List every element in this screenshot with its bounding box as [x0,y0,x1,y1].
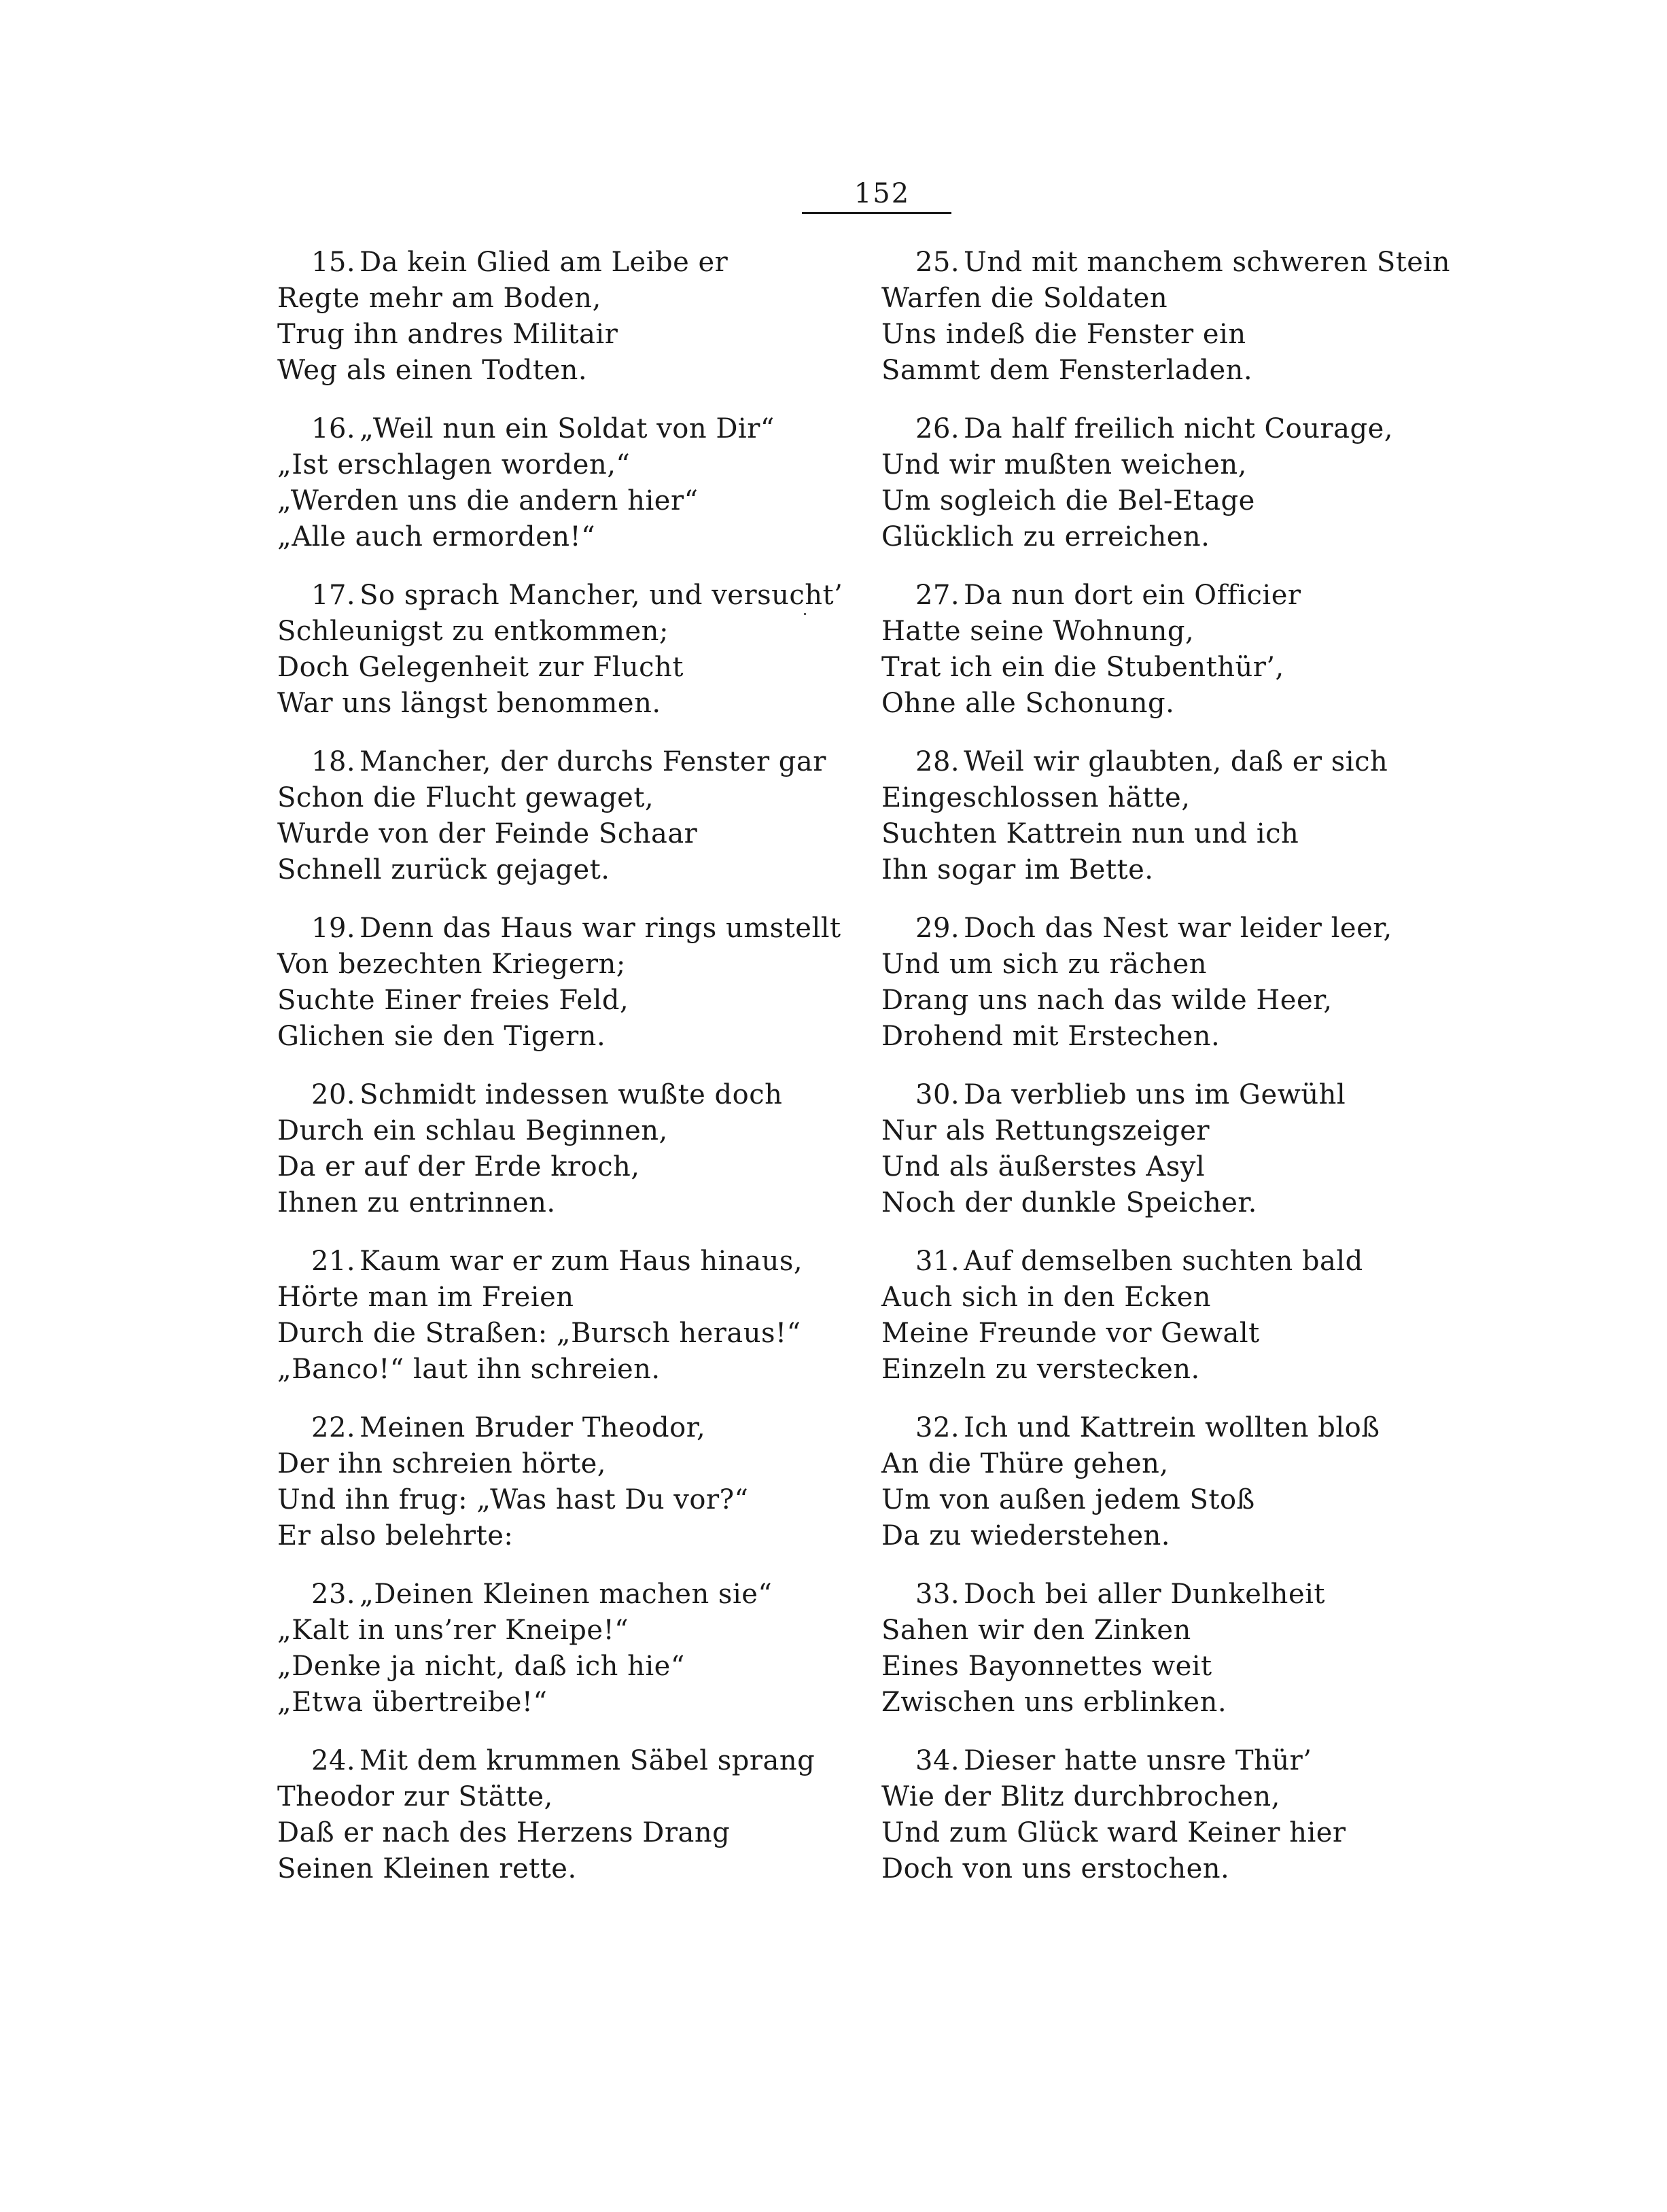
verse-text: Einzeln zu verstecken. [881,1354,1200,1385]
verse-text: Suchten Kattrein nun und ich [881,818,1299,849]
stanza-number: 21. [311,1246,356,1277]
stanza-first-line [881,245,1493,281]
stanza-line [277,1185,889,1221]
stanza-line [881,1149,1493,1185]
verse-text: „Etwa übertreibe!“ [277,1687,548,1718]
verse-text: Durch ein schlau Beginnen, [277,1115,668,1146]
stanza-first-line [881,578,1493,614]
stanza-first-line [277,245,889,281]
verse-text: Doch Gelegenheit zur Flucht [277,652,684,683]
stanza-number: 32. [915,1412,960,1443]
stanza-line [277,852,889,888]
stanza [277,1244,889,1410]
stanza-line [277,1613,889,1649]
verse-text: Ihn sogar im Bette. [881,854,1154,885]
stanza-number: 25. [915,247,960,278]
stanza-first-line [277,1410,889,1446]
stanza-first-line [881,411,1493,447]
verse-text: Seinen Kleinen rette. [277,1853,577,1884]
verse-text: Drohend mit Erstechen. [881,1021,1221,1052]
verse-text: Dieser hatte unsre Thür’ [964,1745,1312,1776]
stanza-first-line [277,411,889,447]
verse-text: Drang uns nach das wilde Heer, [881,985,1333,1016]
verse-text: Denn das Haus war rings umstellt [359,913,841,944]
stanza-first-line [277,911,889,947]
stanza-line [881,1851,1493,1887]
verse-text: Glücklich zu erreichen. [881,521,1210,552]
verse-text: War uns längst benommen. [277,688,661,719]
stanza-number: 17. [311,580,356,611]
stanza-line [881,519,1493,555]
stanza [881,578,1493,744]
verse-text: Da er auf der Erde kroch, [277,1151,640,1182]
verse-text: Eingeschlossen hätte, [881,782,1191,813]
stanza [881,1577,1493,1743]
stanza-line [881,947,1493,983]
stanza [277,578,889,744]
stanza-line [881,353,1493,389]
stanza [881,1244,1493,1410]
verse-text: Da nun dort ein Officier [964,580,1301,611]
verse-text: Noch der dunkle Speicher. [881,1187,1257,1218]
verse-text: Mancher, der durchs Fenster gar [359,746,826,777]
stanza [277,1577,889,1743]
stanza [881,1077,1493,1244]
verse-text: Wurde von der Feinde Schaar [277,818,698,849]
page-number: 152 [854,178,911,209]
stanza-first-line [277,1244,889,1280]
verse-text: Da kein Glied am Leibe er [359,247,729,278]
stanza-first-line [277,1577,889,1613]
verse-text: Der ihn schreien hörte, [277,1448,606,1479]
stanza [277,411,889,578]
stanza-line [881,1316,1493,1352]
stanza-number: 27. [915,580,960,611]
stanza-line [881,780,1493,816]
verse-text: Ich und Kattrein wollten bloß [964,1412,1380,1443]
stanza-number: 18. [311,746,356,777]
verse-text: An die Thüre gehen, [881,1448,1169,1479]
stanza-number: 26. [915,413,960,444]
verse-text: Kaum war er zum Haus hinaus, [359,1246,803,1277]
verse-text: Theodor zur Stätte, [277,1781,553,1812]
stanza-first-line [881,1577,1493,1613]
stanza-line [277,1446,889,1482]
verse-text: Und zum Glück ward Keiner hier [881,1817,1346,1848]
verse-text: Durch die Straßen: „Bursch heraus!“ [277,1318,801,1349]
stanza [881,911,1493,1077]
stanza-first-line [277,578,889,614]
verse-text: Sammt dem Fensterladen. [881,355,1253,386]
stanza-line [881,1815,1493,1851]
stanza-first-line [277,1077,889,1113]
verse-text: Er also belehrte: [277,1520,514,1551]
stanza-first-line [881,1077,1493,1113]
stanza-line [277,816,889,852]
verse-text: Um sogleich die Bel-Etage [881,485,1255,516]
verse-text: Und als äußerstes Asyl [881,1151,1206,1182]
stanza-number: 24. [311,1745,356,1776]
stanza [277,1743,889,1910]
verse-text: Zwischen uns erblinken. [881,1687,1227,1718]
stanza-number: 31. [915,1246,960,1277]
verse-text: Ohne alle Schonung. [881,688,1175,719]
verse-text: Da verblieb uns im Gewühl [964,1079,1346,1110]
verse-text: Schleunigst zu entkommen; [277,616,669,647]
stanza-line [277,1518,889,1554]
verse-text: Trug ihn andres Militair [277,319,618,350]
stanza [277,911,889,1077]
stanza-line [277,947,889,983]
verse-text: Meinen Bruder Theodor, [359,1412,706,1443]
stanza-number: 23. [311,1579,356,1610]
verse-text: Von bezechten Kriegern; [277,949,626,980]
stanza-line [277,1316,889,1352]
verse-text: Mit dem krummen Säbel sprang [359,1745,815,1776]
stanza-line [277,1482,889,1518]
verse-text: Regte mehr am Boden, [277,283,601,314]
stanza [881,411,1493,578]
stanza-number: 29. [915,913,960,944]
stanza-line [881,1685,1493,1721]
verse-text: Auch sich in den Ecken [881,1282,1212,1313]
verse-text: Auf demselben suchten bald [964,1246,1363,1277]
verse-text: Doch das Nest war leider leer, [964,913,1392,944]
stanza-line [277,317,889,353]
verse-text: Hörte man im Freien [277,1282,574,1313]
stanza-first-line [881,911,1493,947]
page-number-rule [802,212,951,214]
verse-text: „Ist erschlagen worden,“ [277,449,631,480]
stanza-line [277,983,889,1019]
stanza [277,1077,889,1244]
stanza-line [277,1149,889,1185]
verse-text: Trat ich ein die Stubenthür’, [881,652,1284,683]
stanza-number: 20. [311,1079,356,1110]
stanza-line [277,1851,889,1887]
stanza-line [881,1482,1493,1518]
verse-text: Und wir mußten weichen, [881,449,1247,480]
verse-text: Schon die Flucht gewaget, [277,782,654,813]
stanza-first-line [881,1244,1493,1280]
verse-text: Wie der Blitz durchbrochen, [881,1781,1280,1812]
verse-text: Hatte seine Wohnung, [881,616,1195,647]
verse-text: „Banco!“ laut ihn schreien. [277,1354,661,1385]
verse-text: „Denke ja nicht, daß ich hie“ [277,1651,685,1682]
verse-text: „Weil nun ein Soldat von Dir“ [359,413,775,444]
stanza-line [277,1685,889,1721]
stanza-line [881,1019,1493,1055]
verse-text: Weg als einen Todten. [277,355,588,386]
verse-text: Schnell zurück gejaget. [277,854,610,885]
stanza-first-line [881,744,1493,780]
stanza-line [277,519,889,555]
stanza-line [881,1446,1493,1482]
verse-text: Und um sich zu rächen [881,949,1208,980]
stanza-line [277,1649,889,1685]
stanza-line [881,852,1493,888]
stanza-line [881,1613,1493,1649]
stanza-first-line [881,1743,1493,1779]
stanza-line [881,1113,1493,1149]
stanza-number: 16. [311,413,356,444]
stanza-line [277,353,889,389]
stanza-line [881,686,1493,722]
verse-text: Ihnen zu entrinnen. [277,1187,556,1218]
stanza-first-line [277,1743,889,1779]
stanza-line [881,281,1493,317]
stanza-number: 22. [311,1412,356,1443]
stanza-first-line [881,1410,1493,1446]
stanza-line [881,1649,1493,1685]
verse-text: Doch von uns erstochen. [881,1853,1230,1884]
verse-text: Um von außen jedem Stoß [881,1484,1255,1515]
verse-text: „Werden uns die andern hier“ [277,485,699,516]
stanza [881,245,1493,411]
stanza [881,744,1493,911]
verse-text: Uns indeß die Fenster ein [881,319,1246,350]
stanza-line [881,447,1493,483]
verse-text: Sahen wir den Zinken [881,1615,1191,1646]
stanza-line [277,1352,889,1388]
verse-text: Glichen sie den Tigern. [277,1021,606,1052]
stanza [881,1743,1493,1910]
stanza-line [277,1019,889,1055]
stanza-line [881,650,1493,686]
stanza-line [881,1185,1493,1221]
stanza [277,744,889,911]
verse-text: Suchte Einer freies Feld, [277,985,629,1016]
verse-text: Da zu wiederstehen. [881,1520,1170,1551]
stanza-line [277,686,889,722]
stanza-line [277,1280,889,1316]
stanza-number: 28. [915,746,960,777]
stanza-line [277,1779,889,1815]
stanza-number: 30. [915,1079,960,1110]
stanza-line [881,1352,1493,1388]
stanza-line [881,483,1493,519]
stanza-line [277,281,889,317]
stanza-line [277,1113,889,1149]
stanza-line [277,447,889,483]
stanza-line [277,483,889,519]
verse-text: Schmidt indessen wußte doch [359,1079,783,1110]
stanza-line [277,780,889,816]
verse-text: „Alle auch ermorden!“ [277,521,596,552]
verse-text: Und ihn frug: „Was hast Du vor?“ [277,1484,749,1515]
stanza-line [881,1518,1493,1554]
stanza-number: 15. [311,247,356,278]
stanza-line [881,1779,1493,1815]
verse-text: Da half freilich nicht Courage, [964,413,1393,444]
verse-text: Meine Freunde vor Gewalt [881,1318,1260,1349]
stanza-line [277,650,889,686]
stanza [881,1410,1493,1577]
right-column [881,245,1493,1910]
stanza-number: 19. [311,913,356,944]
verse-text: Warfen die Soldaten [881,283,1168,314]
stanza [277,245,889,411]
verse-text: Und mit manchem schweren Stein [964,247,1451,278]
verse-text: So sprach Mancher, und versucht’ [359,580,843,611]
left-column [277,245,889,1910]
stanza-line [277,1815,889,1851]
verse-text: „Deinen Kleinen machen sie“ [359,1579,773,1610]
stanza-first-line [277,744,889,780]
verse-text: Weil wir glaubten, daß er sich [964,746,1388,777]
stanza-number: 34. [915,1745,960,1776]
verse-text: Eines Bayonnettes weit [881,1651,1212,1682]
stanza-line [881,1280,1493,1316]
verse-text: Nur als Rettungszeiger [881,1115,1210,1146]
verse-text: „Kalt in uns’rer Kneipe!“ [277,1615,629,1646]
stanza-line [881,317,1493,353]
stanza [277,1410,889,1577]
stanza-line [881,816,1493,852]
stanza-line [277,614,889,650]
stanza-line [881,614,1493,650]
verse-text: Daß er nach des Herzens Drang [277,1817,731,1848]
stanza-line [881,983,1493,1019]
verse-text: Doch bei aller Dunkelheit [964,1579,1325,1610]
stanza-number: 33. [915,1579,960,1610]
